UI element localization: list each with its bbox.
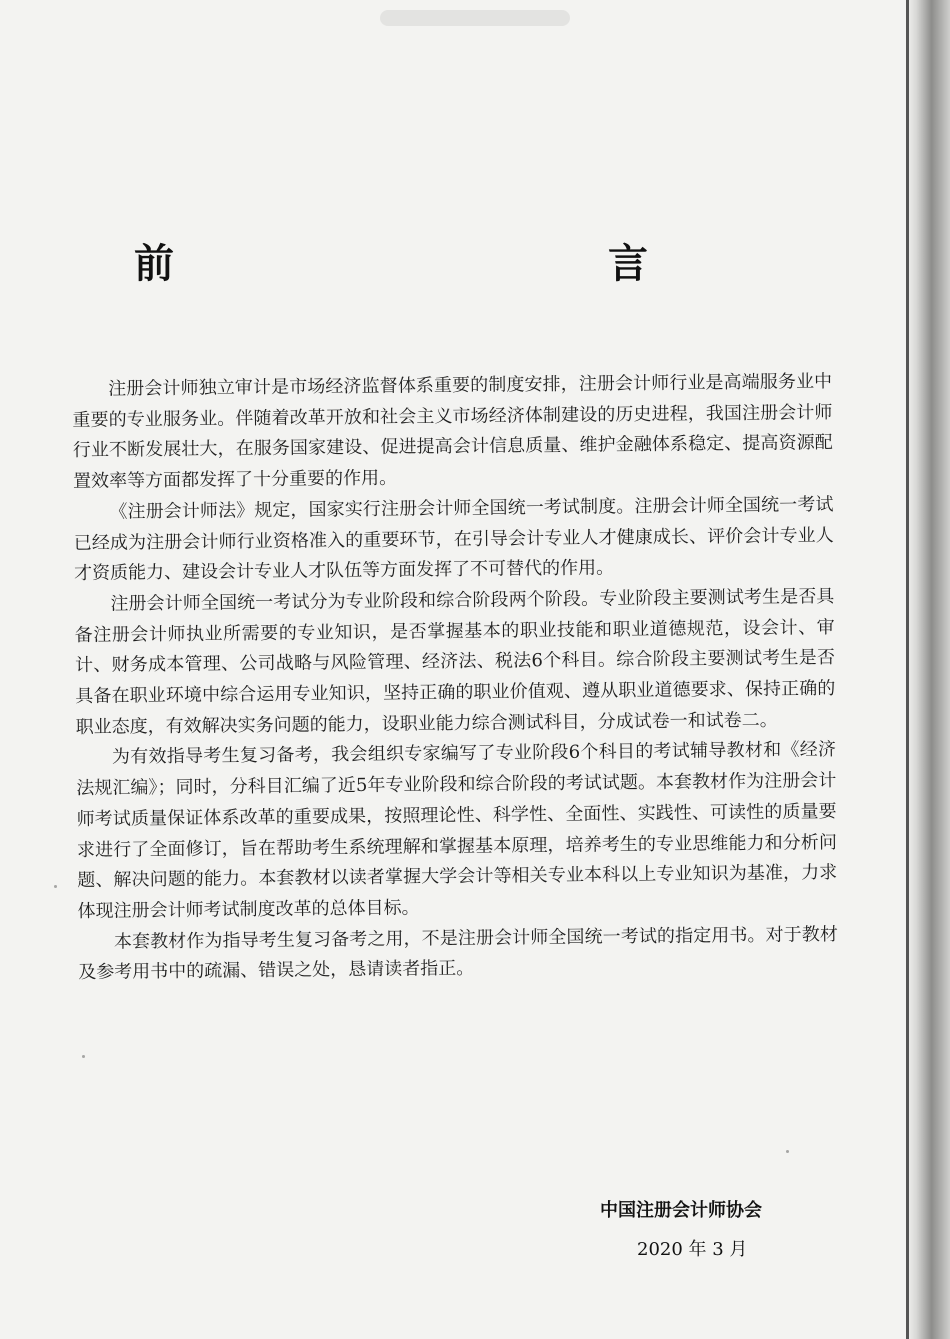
preface-paragraph-1: 注册会计师独立审计是市场经济监督体系重要的制度安排，注册会计师行业是高端服务业中重要的专业服务业。伴随着改革开放和社会主义市场经济体制建设的历史进程，我国注册会计师行业不断发展壮大，在服务国家建设、促进提高会计信息质量、维护金融体系稳定、提高资源配置效率等方面都发挥了十分重要的作用。 xyxy=(72,371,833,493)
scan-binding-edge xyxy=(906,0,950,1339)
preface-body xyxy=(72,367,838,989)
scan-speck xyxy=(54,885,57,888)
preface-paragraph-4: 为有效指导考生复习备考，我会组织专家编写了专业阶段6个科目的考试辅导教材和《经济法规汇编》；同时，分科目汇编了近5年专业阶段和综合阶段的考试试题。本套教材作为注册会计师考试质量保证体系改革的重要成果，按照理论性、科学性、全面性、实践性、可读性的质量要求进行了全面修订，旨在帮助考生系统理解和掌握基本原理，培养考生的专业思维能力和分析问题、解决问题的能力。本套教材以读者掌握大学会计等相关专业本科以上专业知识为基准，力求体现注册会计师考试制度改革的总体目标。 xyxy=(76,739,838,922)
organization-name: 中国注册会计师协会 xyxy=(600,1200,762,1221)
preface-paragraph-3: 注册会计师全国统一考试分为专业阶段和综合阶段两个阶段。专业阶段主要测试考生是否具备注册会计师执业所需要的专业知识，是否掌握基本的职业技能和职业道德规范，设会计、审计、财务成本管理、公司战略与风险管理、经济法、税法6个科目。综合阶段主要测试考生是否具备在职业环境中综合运用专业知识，坚持正确的职业价值观、遵从职业道德要求、保持正确的职业态度，有效解决实务问题的能力，设职业能力综合测试科目，分成试卷一和试卷二。 xyxy=(74,585,836,738)
scan-speck xyxy=(786,1150,789,1153)
preface-paragraph-2: 《注册会计师法》规定，国家实行注册会计师全国统一考试制度。注册会计师全国统一考试已经成为注册会计师行业资格准入的重要环节，在引导会计专业人才健康成长、评价会计专业人才资质能力、建设会计专业人才队伍等方面发挥了不可替代的作用。 xyxy=(73,493,834,585)
publication-date: 2020 年 3 月 xyxy=(637,1239,748,1260)
scan-speck xyxy=(82,1055,85,1058)
preface-paragraph-5: 本套教材作为指导考生复习备考之用，不是注册会计师全国统一考试的指定用书。对于教材及参考用书中的疏漏、错误之处，恳请读者指正。 xyxy=(78,923,839,984)
top-ghost-print xyxy=(380,10,570,26)
page-title: 前 言 xyxy=(134,240,766,287)
scan-binding-line xyxy=(906,0,909,1339)
signature-block xyxy=(0,1196,950,1266)
